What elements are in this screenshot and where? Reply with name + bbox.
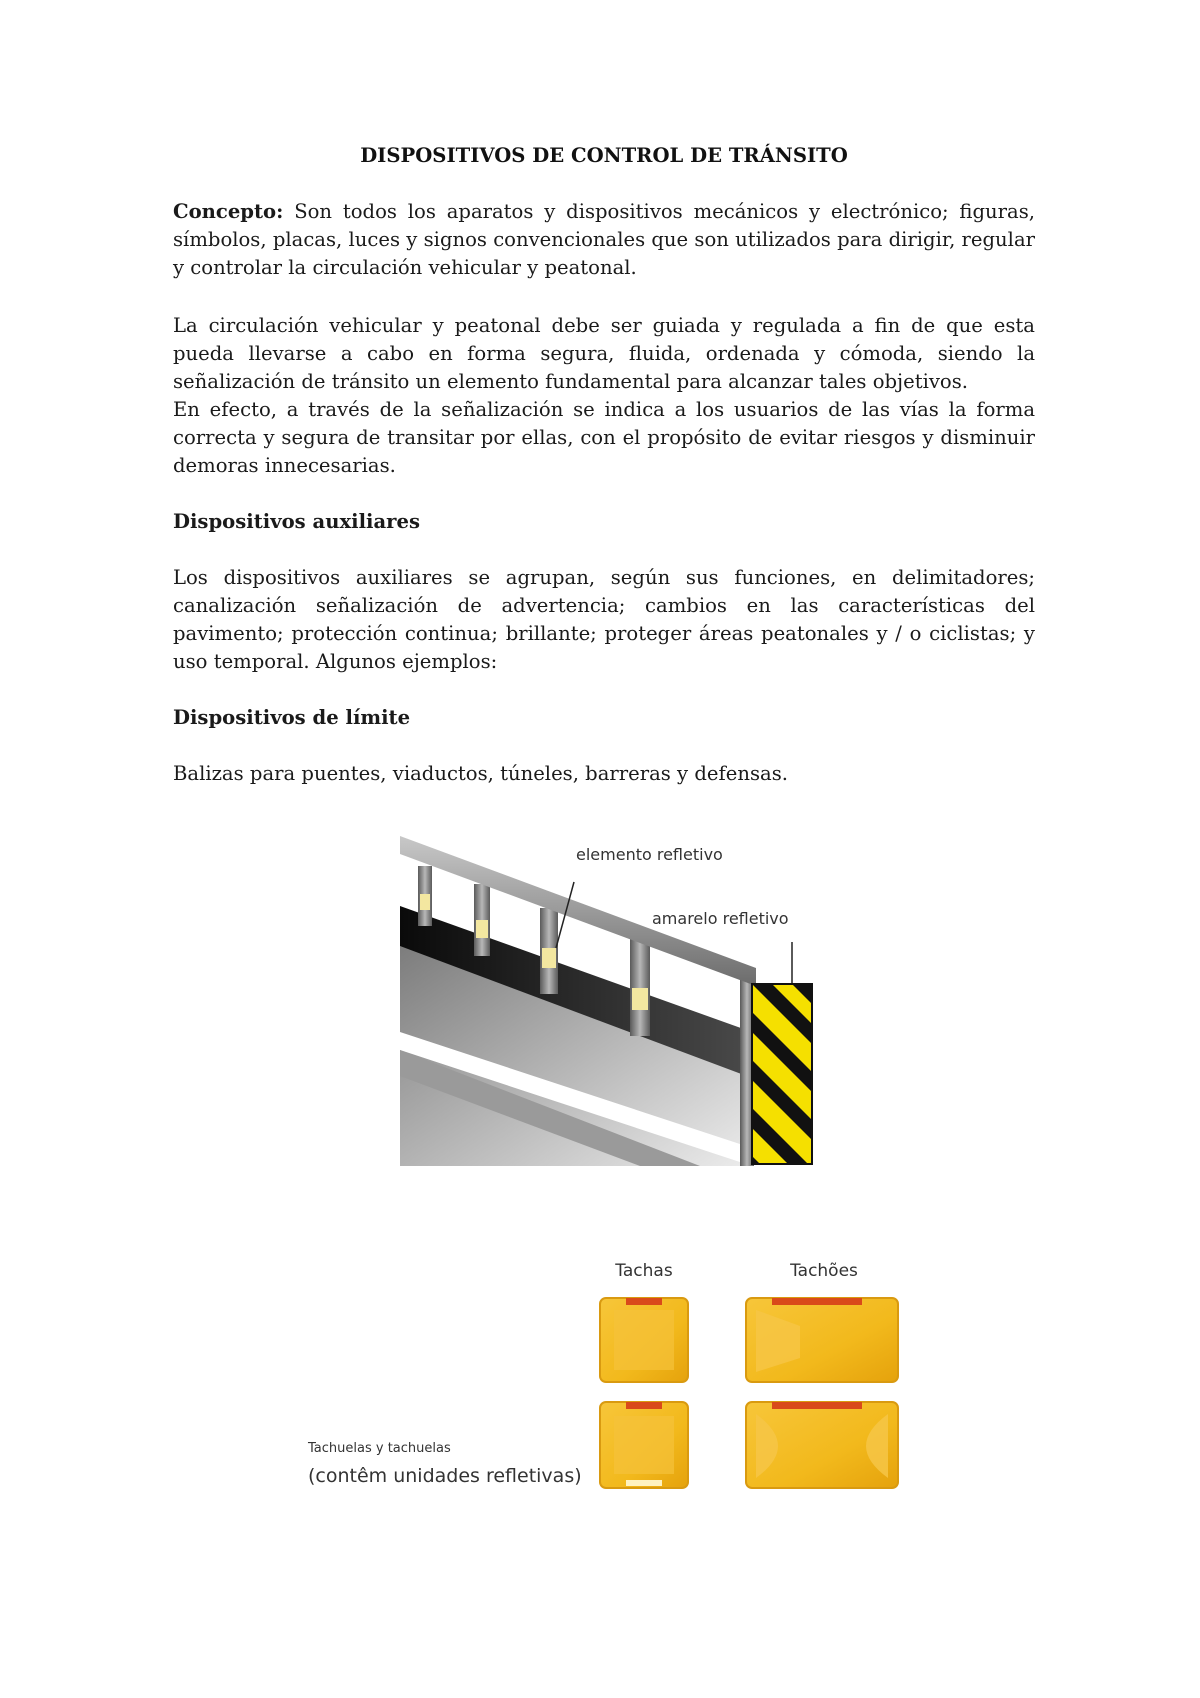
caption-reflective-units: (contêm unidades refletivas) [308, 1465, 582, 1487]
reflector [420, 894, 430, 910]
caption-tachuelas: Tachuelas y tachuelas [308, 1441, 451, 1456]
label-yellow-reflective: amarelo refletivo [652, 909, 789, 928]
heading-auxiliary-devices: Dispositivos auxiliares [173, 510, 420, 533]
paragraph-circulation: La circulación vehicular y peatonal debe ser guiada y regulada a fin de que esta pueda llevarse a cabo en forma segura, fluida, ordenada y cómoda, siendo la señalización de tránsito un elemento fundamental para alcanzar tales objetivos. [173, 314, 1035, 393]
label-tachoes: Tachões [790, 1261, 858, 1281]
small-stud [600, 1402, 688, 1488]
label-reflective-element: elemento refletivo [576, 845, 723, 864]
paragraph-limit-devices: Balizas para puentes, viaductos, túneles, barreras y defensas. [173, 762, 788, 785]
reflector [632, 988, 648, 1010]
reflector [476, 920, 488, 938]
large-stud [746, 1298, 898, 1382]
page-title: DISPOSITIVOS DE CONTROL DE TRÁNSITO [360, 144, 848, 167]
guardrail-illustration [400, 836, 820, 1172]
paragraph-auxiliary-devices: Los dispositivos auxiliares se agrupan, según sus funciones, en delimitadores; canalización señalización de advertencia; cambios en las características del pavimento; protección continua; brillante; proteger áreas peatonales y / o ciclistas; y uso temporal. Algunos ejemplos: [173, 566, 1035, 673]
reflector [542, 948, 556, 968]
concept-text: Son todos los aparatos y dispositivos mecánicos y electrónico; figuras, símbolos, placas, luces y signos convencionales que son utilizados para dirigir, regular y controlar la circulación vehicular y peatonal. [173, 200, 1035, 279]
concept-label: Concepto: [173, 200, 284, 223]
small-stud [600, 1298, 688, 1382]
heading-limit-devices: Dispositivos de límite [173, 706, 411, 729]
rail-post [630, 936, 650, 1036]
concept-paragraph [173, 198, 1035, 282]
label-tachas: Tachas [615, 1261, 673, 1281]
large-stud [746, 1402, 898, 1488]
yellow-black-striped-marker [752, 984, 812, 1172]
road-studs-illustration [300, 1250, 920, 1500]
paragraph-signage: En efecto, a través de la señalización se indica a los usuarios de las vías la forma correcta y segura de transitar por ellas, con el propósito de evitar riesgos y disminuir demoras innecesarias. [173, 398, 1035, 477]
